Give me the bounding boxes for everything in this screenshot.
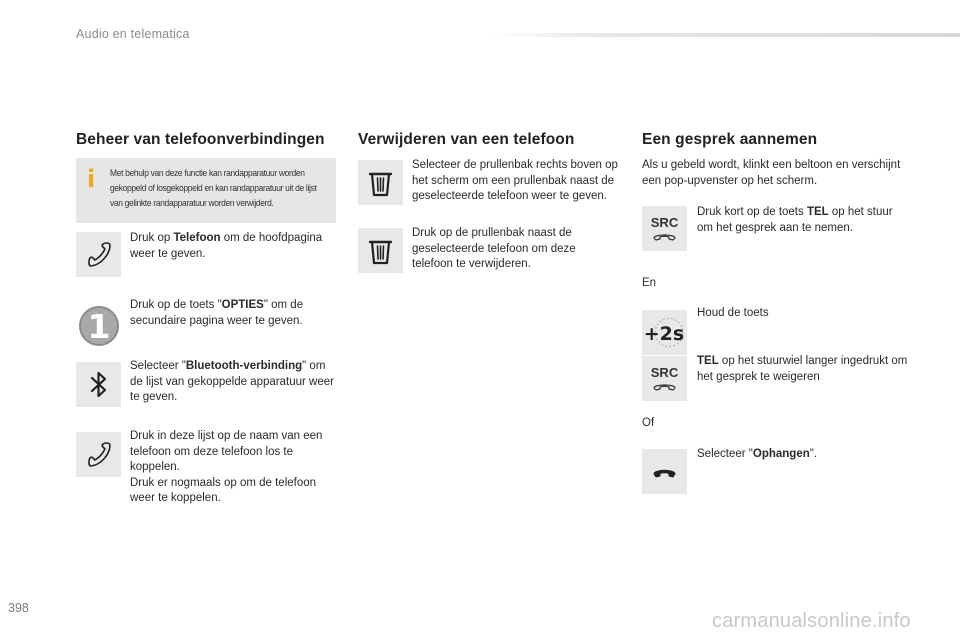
step-bluetooth-text: Selecteer "Bluetooth-verbinding" om de lijst van gekoppelde apparatuur weer te geven. [130,360,334,403]
svg-text:+2s: +2s [643,323,685,345]
connector-and: En [642,277,657,289]
section-title: Audio en telematica [76,27,190,41]
left-column-title: Beheer van telefoonverbindingen [76,131,325,148]
src-phone-button-icon [642,206,687,251]
step-hangup-text: Selecteer "Ophangen". [697,448,818,460]
step-answer-text: Druk kort op de toets TEL op het stuur om het gesprek aan te nemen. [697,206,893,234]
src-phone-button-icon [642,356,687,401]
bluetooth-icon [76,362,121,407]
step-number-badge: 1 [79,306,119,346]
info-box-text: Met behulp van deze functie kan randapparatuur worden gekoppeld of losgekoppeld en kan randapparatuur uit de lijst van gelinkte randapparatuur worden verwijderd. [110,168,317,208]
step-select-trash-text: Selecteer de prullenbak rechts boven op het scherm om een prullenbak naast de geselecteerde telefoon weer te geven. [412,159,618,202]
step-reject-text: TEL op het stuurwiel langer ingedrukt om het gesprek te weigeren [697,355,908,383]
header-divider [486,33,960,37]
step-disconnect-text: Druk in deze lijst op de naam van een telefoon om deze telefoon los te koppelen. Druk er nogmaals op om de telefoon weer te koppelen. [130,430,323,504]
hold-2-seconds-icon [642,310,687,355]
middle-column-title: Verwijderen van een telefoon [358,131,575,148]
trash-bin-icon [358,228,403,273]
trash-bin-icon [358,160,403,205]
phone-handset-icon [76,432,121,477]
watermark: carmanualsonline.info [712,610,911,632]
right-intro-text: Als u gebeld wordt, klinkt een beltoon en verschijnt een pop-upvenster op het scherm. [642,159,901,187]
info-icon: i [87,165,96,193]
svg-text:SRC: SRC [650,215,679,230]
page-number: 398 [8,601,29,615]
connector-or: Of [642,417,655,429]
step-delete-phone-text: Druk op de prullenbak naast de geselecteerde telefoon om deze telefoon te verwijderen. [412,227,576,270]
svg-text:SRC: SRC [650,365,679,380]
step-telefoon-text: Druk op Telefoon om de hoofdpagina weer te geven. [130,232,323,260]
step-hold-text: Houd de toets [697,307,769,319]
hang-up-icon [642,449,687,494]
right-column-title: Een gesprek aannemen [642,131,818,148]
step-opties-text: Druk op de toets "OPTIES" om de secundaire pagina weer te geven. [130,299,304,327]
phone-handset-icon [76,232,121,277]
